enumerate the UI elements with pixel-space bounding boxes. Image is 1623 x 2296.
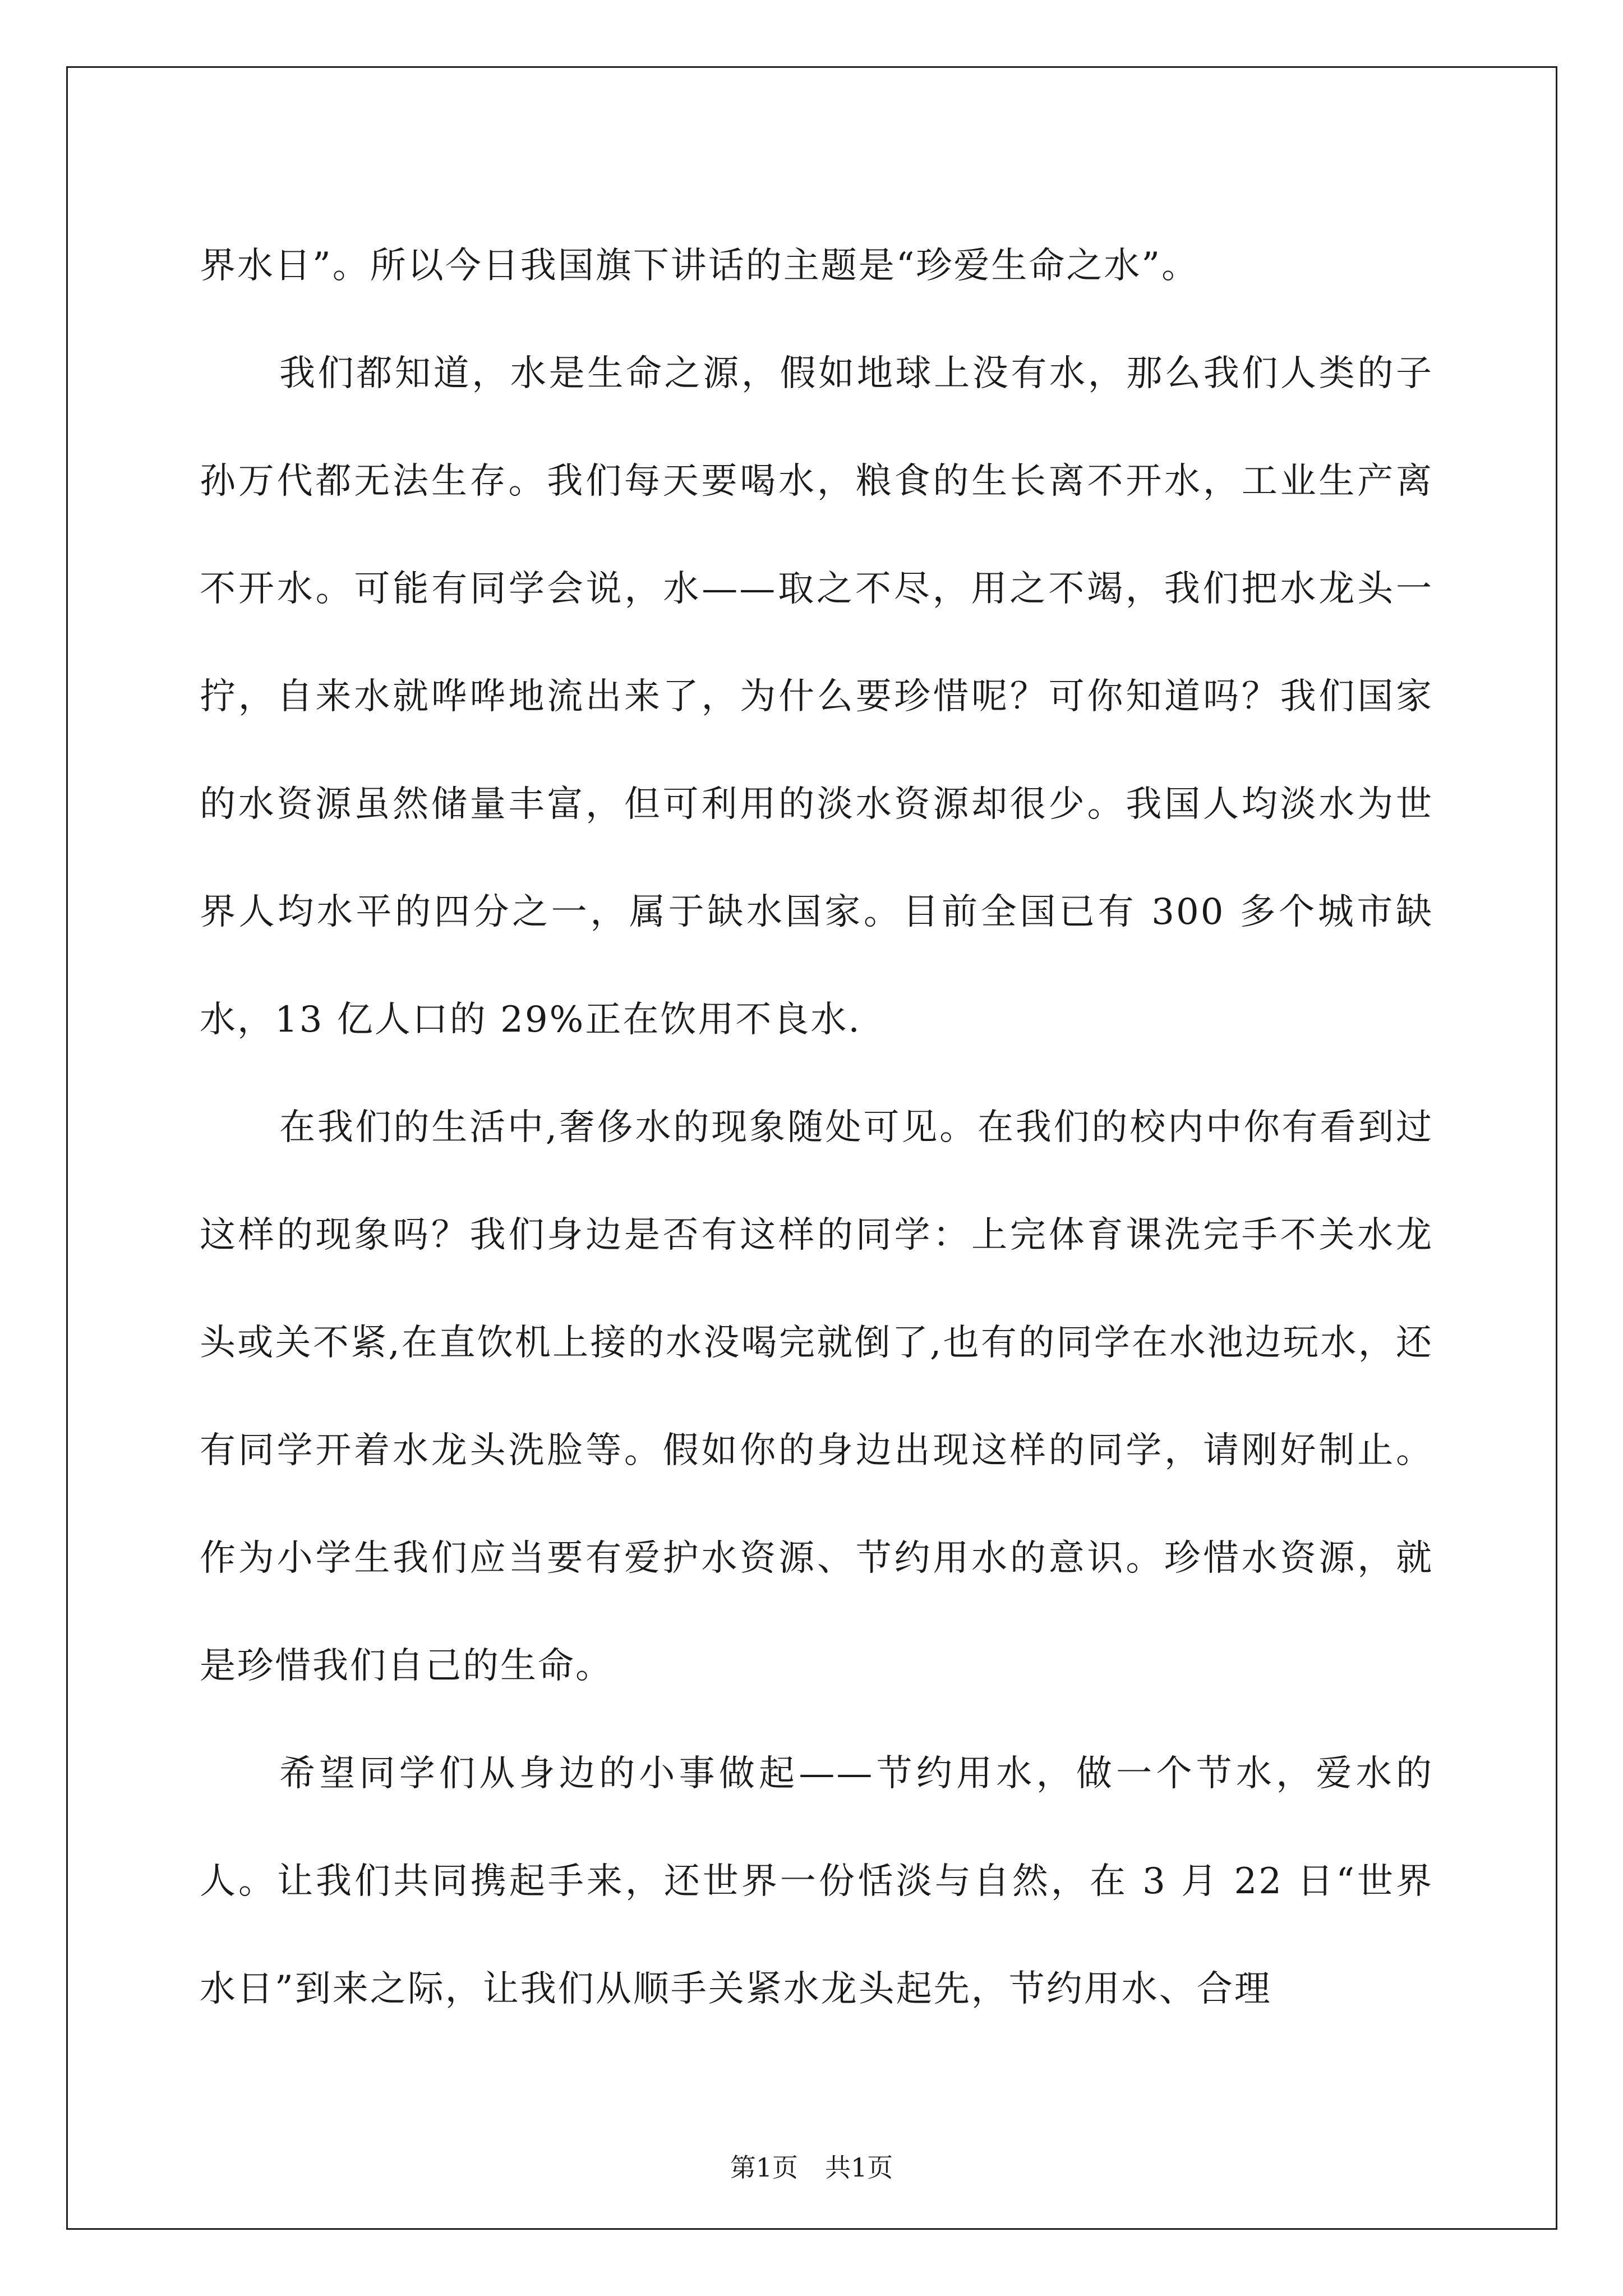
- page-number: 第1页: [730, 2152, 798, 2183]
- paragraph-2: 我们都知道，水是生命之源，假如地球上没有水，那么我们人类的子孙万代都无法生存。我们每天要喝水，粮食的生长离不开水，工业生产离不开水。可能有同学会说，水——取之不尽，用之不竭，我们把水龙头一拧，自来水就哗哗地流出来了，为什么要珍惜呢？可你知道吗？我们国家的水资源虽然储量丰富，但可利用的淡水资源却很少。我国人均淡水为世界人均水平的四分之一，属于缺水国家。目前全国已有 300 多个城市缺水，13 亿人口的 29%正在饮用不良水.: [200, 353, 1433, 1041]
- document-body: [200, 212, 1433, 2043]
- page-total: 共1页: [825, 2152, 893, 2183]
- paragraph-3: 在我们的生活中,奢侈水的现象随处可见。在我们的校内中你有看到过这样的现象吗？我们身边是否有这样的同学：上完体育课洗完手不关水龙头或关不紧,在直饮机上接的水没喝完就倒了,也有的同学在水池边玩水，还有同学开着水龙头洗脸等。假如你的身边出现这样的同学，请刚好制止。作为小学生我们应当要有爱护水资源、节约用水的意识。珍惜水资源，就是珍惜我们自己的生命。: [200, 1107, 1433, 1687]
- paragraph-1: 界水日”。所以今日我国旗下讲话的主题是“珍爱生命之水”。: [200, 245, 1200, 287]
- page-footer: [0, 2151, 1623, 2184]
- paragraph-4: 希望同学们从身边的小事做起——节约用水，做一个节水，爱水的人。让我们共同携起手来，还世界一份恬淡与自然，在 3 月 22 日“世界水日”到来之际，让我们从顺手关紧水龙头起先，节约用水、合理: [200, 1753, 1433, 2010]
